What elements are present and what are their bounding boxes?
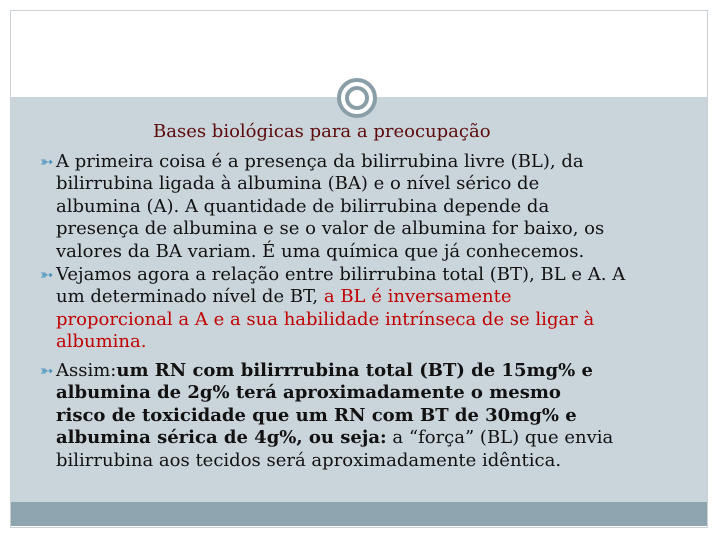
p2-line-3: proporcional a A e a sua habilidade intrínseca de se ligar à [56, 308, 595, 330]
circle-ornament-icon [337, 78, 377, 118]
arrow-bullet-icon: ➳ [40, 265, 54, 284]
p3-line-1-bold: um RN com bilirrrubina total (BT) de 15mg% e [116, 360, 593, 381]
p3-line-2: albumina de 2g% terá aproximadamente o mesmo [56, 382, 561, 404]
p1-line-4: presença de albumina e se o valor de albumina for baixo, os [56, 218, 605, 240]
arrow-bullet-icon: ➳ [40, 152, 54, 171]
p3-line-1-lead: Assim: [56, 360, 117, 381]
arrow-bullet-icon: ➳ [40, 361, 54, 380]
p2-line-2-text: um determinado nível de BT, [56, 286, 324, 308]
p1-line-1: A primeira coisa é a presença da bilirrubina livre (BL), da [56, 151, 584, 172]
p3-line-3: risco de toxicidade que um RN com BT de 30mg% e [56, 404, 577, 426]
p1-line-3: albumina (A). A quantidade de bilirrubina depende da [56, 195, 550, 217]
p3-line-4 [56, 427, 705, 449]
p2-highlight-text: a BL é inversamente [323, 286, 512, 308]
p3-line-1 [56, 360, 705, 382]
p2-line-4: albumina. [56, 331, 147, 353]
bullet-paragraph-1 [40, 151, 705, 263]
p1-line-2: bilirrubina ligada à albumina (BA) e o nível sérico de [56, 173, 540, 195]
p3-line-4-bold: albumina sérica de 4g%, ou seja: [56, 427, 387, 449]
p3-line-4-rest: a “força” (BL) que envia [386, 427, 614, 449]
p2-line-2 [56, 286, 705, 308]
p1-line-5: valores da BA variam. É uma química que já conhecemos. [56, 240, 585, 262]
bullet-paragraph-3 [40, 360, 705, 472]
p2-line-1: Vejamos agora a relação entre bilirrubina total (BT), BL e A. A [56, 264, 626, 285]
p3-line-5: bilirrubina aos tecidos será aproximadamente idêntica. [56, 449, 562, 471]
bullet-paragraph-2 [40, 264, 705, 354]
slide-title: Bases biológicas para a preocupação [153, 121, 491, 142]
